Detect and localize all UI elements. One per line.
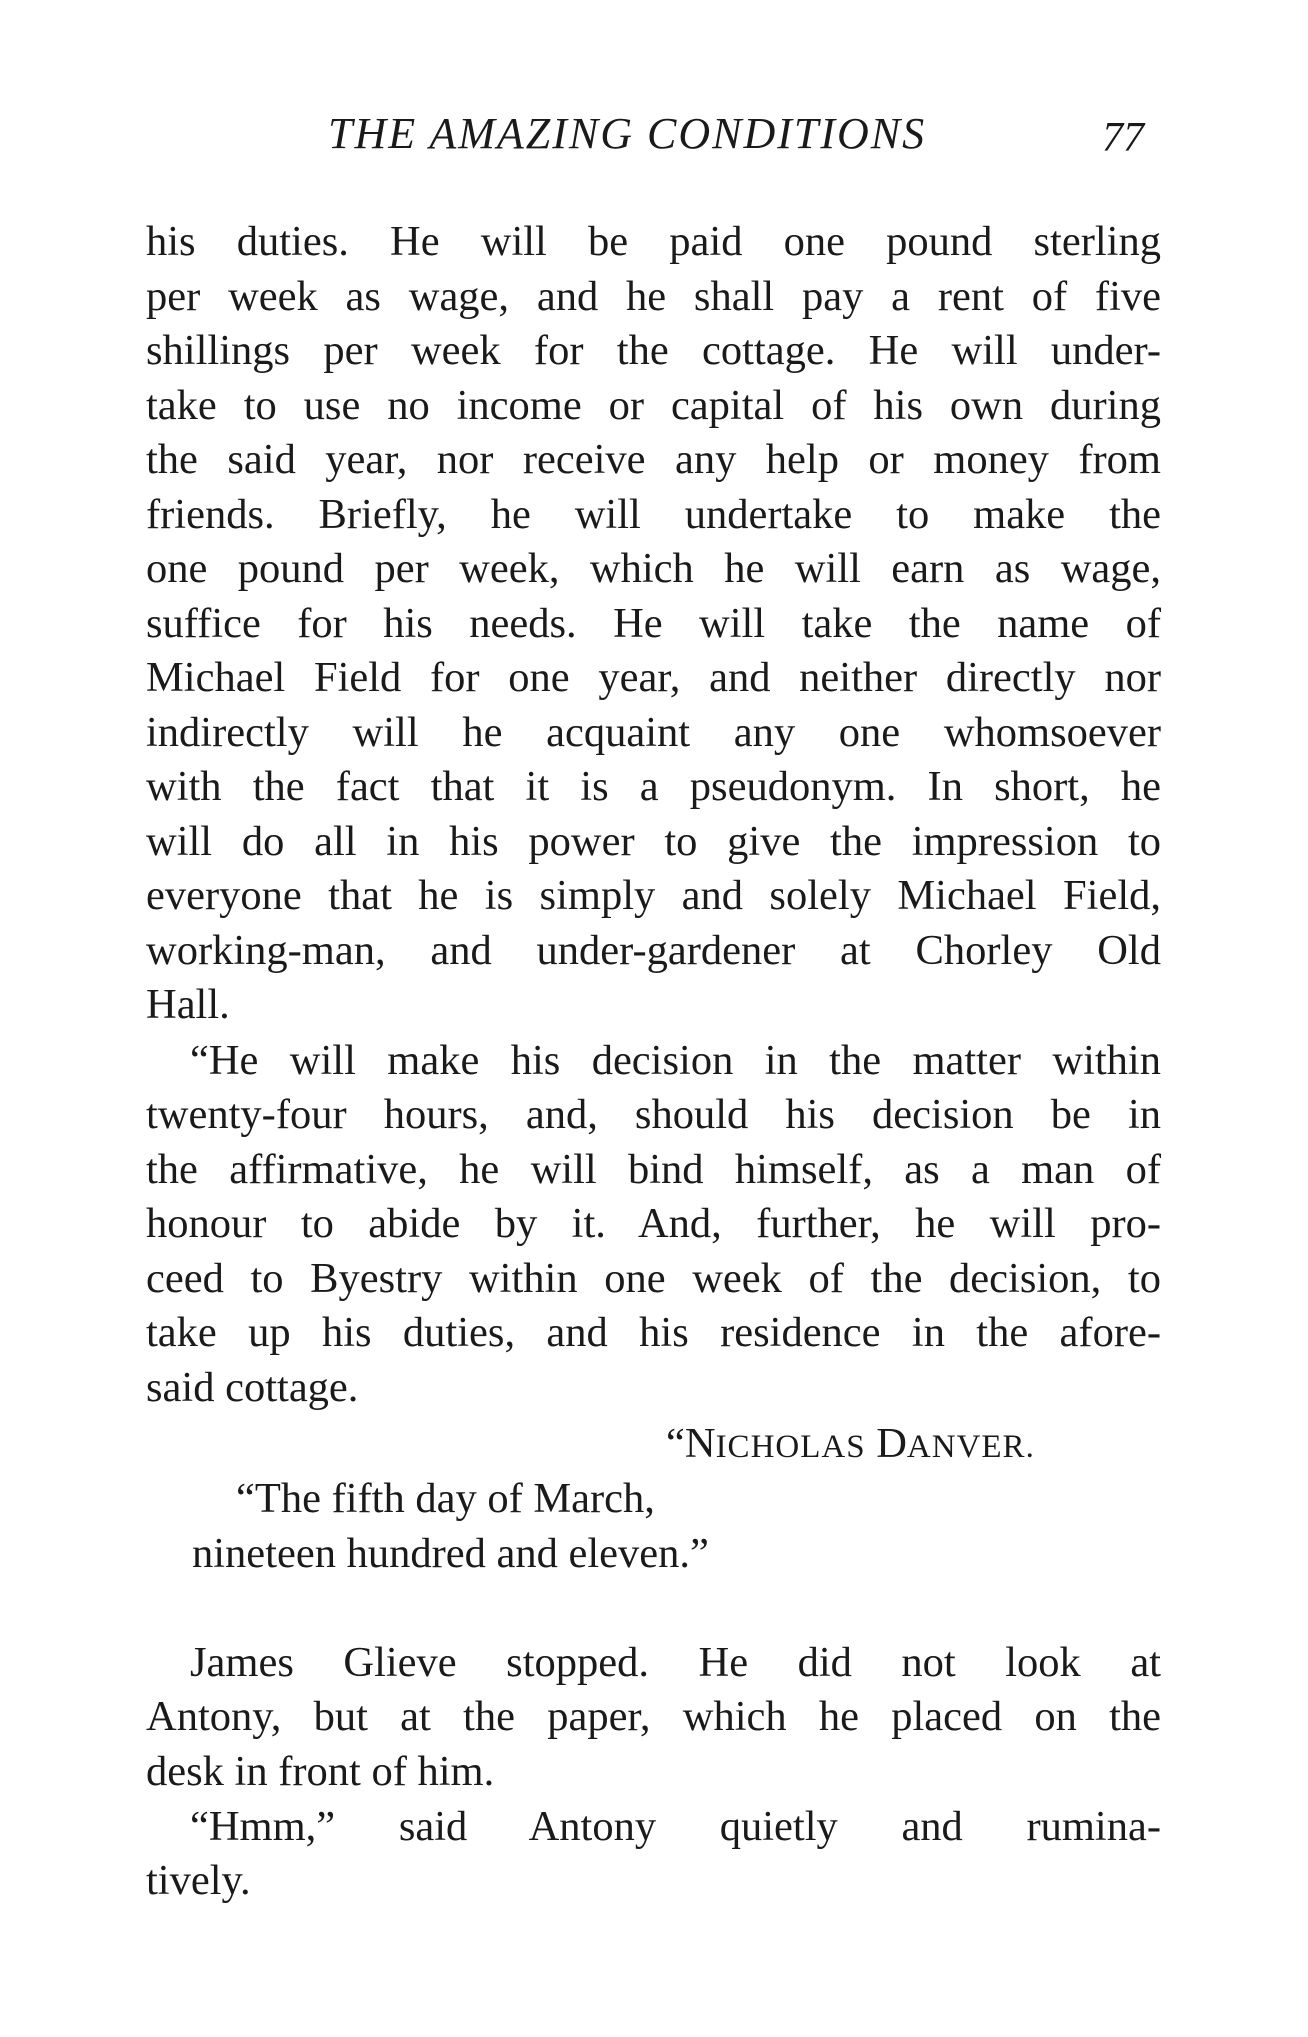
text-line: one pound per week, which he will earn as wage, [146,545,1161,592]
text-line: indirectly will he acquaint any one whomsoever [146,709,1161,756]
text-line: will do all in his power to give the impression to [146,818,1161,865]
text-line: Hall. [146,981,230,1028]
text-line: said cottage. [146,1364,359,1411]
signature-line [666,1417,1126,1471]
text-line: tively. [146,1857,251,1904]
text-line: his duties. He will be paid one pound sterling [146,218,1161,265]
text-line: everyone that he is simply and solely Michael Field, [146,872,1161,919]
text-line: Michael Field for one year, and neither directly nor [146,654,1161,701]
page-number: 77 [1102,115,1144,161]
signature-last-initial: D [876,1420,907,1467]
text-line: “Hmm,” said Antony quietly and rumina- [190,1803,1161,1850]
text-line: the affirmative, he will bind himself, as a man of [146,1146,1161,1193]
text-line: shillings per week for the cottage. He will under- [146,327,1161,374]
text-line: per week as wage, and he shall pay a rent of five [146,273,1161,320]
text-line: “He will make his decision in the matter within [190,1037,1161,1084]
signature-first-rest: ICHOLAS [715,1429,866,1465]
text-line: ceed to Byestry within one week of the decision, to [146,1255,1161,1302]
text-line: take to use no income or capital of his own during [146,382,1161,429]
running-title: THE AMAZING CONDITIONS [328,109,927,158]
text-line: desk in front of him. [146,1748,495,1795]
text-line: twenty-four hours, and, should his decision be in [146,1091,1161,1138]
text-line: friends. Briefly, he will undertake to make the [146,491,1161,538]
text-line: Antony, but at the paper, which he placed on the [146,1693,1161,1740]
signature-open: “N [666,1420,716,1467]
text-line: with the fact that it is a pseudonym. In short, he [146,763,1161,810]
text-line: take up his duties, and his residence in the afore- [146,1309,1161,1356]
date-line: “The fifth day of March, [236,1475,655,1522]
text-line: James Glieve stopped. He did not look at [190,1639,1161,1686]
text-line: honour to abide by it. And, further, he will pro- [146,1200,1161,1247]
text-line: suffice for his needs. He will take the name of [146,600,1161,647]
signature-last-rest: ANVER. [906,1429,1035,1465]
text-line: the said year, nor receive any help or money from [146,436,1161,483]
running-head [0,108,1308,168]
text-line: working-man, and under-gardener at Chorley Old [146,927,1161,974]
date-line: nineteen hundred and eleven.” [192,1530,709,1577]
